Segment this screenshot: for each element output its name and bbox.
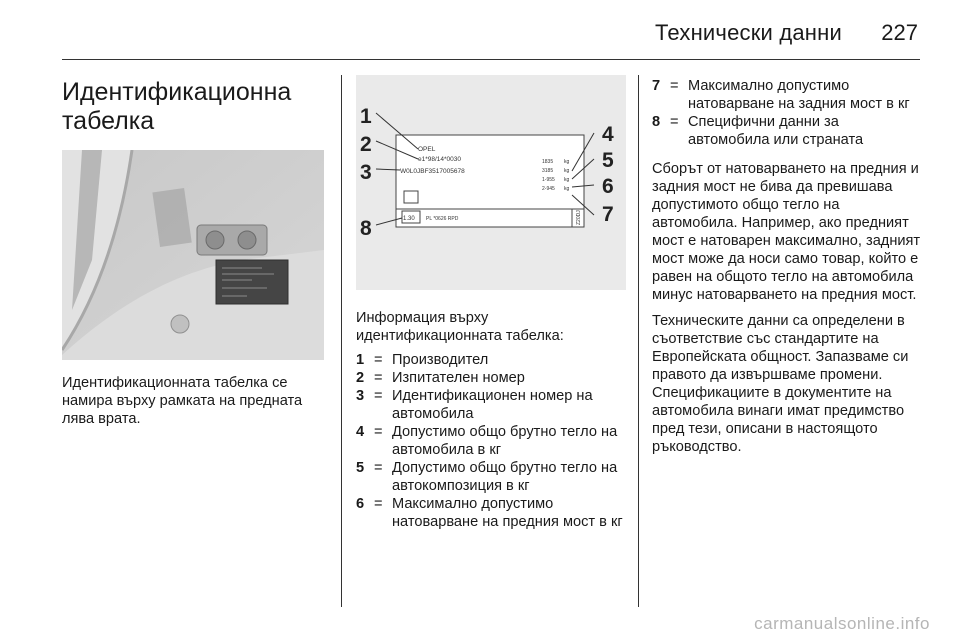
legend-text: Специфични данни за автомобила или страната — [688, 114, 864, 148]
legend-text: Идентификационен номер на автомобила — [392, 388, 593, 422]
legend-intro: Информация върху идентификационната табелка: — [356, 310, 564, 344]
plate-weight-3: 1-955 — [542, 177, 555, 183]
watermark: carmanualsonline.info — [754, 614, 930, 633]
door-frame-photo — [62, 150, 324, 360]
left-column — [62, 78, 327, 428]
plate-bottom-code: PL *0626 RPD — [426, 216, 459, 222]
legend-number: 5 — [356, 460, 365, 476]
legend-number: 3 — [356, 388, 365, 404]
legend-number: 2 — [356, 370, 365, 386]
legend-number: 1 — [356, 352, 365, 368]
legend-equals: = — [374, 352, 383, 368]
legend-item — [356, 351, 626, 369]
legend-equals: = — [374, 496, 383, 512]
callout-7: 7 — [602, 203, 614, 226]
legend-number: 6 — [356, 496, 365, 512]
legend-equals: = — [374, 370, 383, 386]
legend-item — [356, 369, 626, 387]
legend-text: Максимално допустимо натоварване на предния мост в кг — [392, 496, 623, 530]
plate-weight-2: 3185 — [542, 168, 554, 174]
middle-column — [356, 75, 626, 531]
callout-3: 3 — [360, 161, 372, 184]
header-title: Технически данни — [655, 20, 842, 45]
legend-item — [356, 387, 626, 423]
callout-6: 6 — [602, 175, 614, 198]
legend-text: Изпитателен номер — [392, 370, 525, 386]
plate-unit-3: kg — [564, 177, 570, 183]
legend-item — [652, 113, 924, 149]
legend-equals: = — [374, 388, 383, 404]
legend-number: 7 — [652, 78, 661, 94]
legend-item — [652, 77, 924, 113]
callout-2: 2 — [360, 133, 372, 156]
legend-text: Максимално допустимо натоварване на задния мост в кг — [688, 78, 910, 112]
plate-diagram — [356, 75, 626, 290]
page-header — [0, 0, 960, 62]
legend-equals: = — [374, 460, 383, 476]
legend-item — [356, 495, 626, 531]
legend-text: Производител — [392, 352, 489, 368]
column-divider-right — [638, 75, 639, 607]
plate-approval: e1*98/14*0030 — [418, 156, 462, 163]
plate-weight-4: 2-945 — [542, 186, 555, 192]
section-title: Идентификационна табелка — [62, 78, 292, 135]
photo-caption: Идентификационната табелка се намира върху рамката на предната лява врата. — [62, 375, 303, 427]
plate-weight-1: 1835 — [542, 159, 554, 165]
legend-item — [356, 423, 626, 459]
callout-8: 8 — [360, 217, 372, 240]
legend-text: Допустимо общо брутно тегло на автокомпозиция в кг — [392, 460, 618, 494]
legend-list — [356, 351, 626, 531]
right-column — [652, 77, 924, 456]
header-divider — [62, 59, 920, 60]
legend-number: 8 — [652, 114, 661, 130]
plate-brand: OPEL — [418, 146, 436, 153]
legend-item — [356, 459, 626, 495]
paragraph-technical-data: Техническите данни са определени в съответствие със стандартите на Европейската общност. Запазваме си правото да извършваме промени. Спецификациите в документите на автомобила винаги имат предимство пред тези, описани в настоящото ръководство. — [652, 313, 909, 455]
plate-vin: W0L0JBF3517005678 — [400, 168, 465, 175]
callout-5: 5 — [602, 149, 614, 172]
plate-unit-4: kg — [564, 186, 570, 192]
legend-list-continued — [652, 77, 924, 149]
plate-unit-1: kg — [564, 159, 570, 165]
callout-4: 4 — [602, 123, 614, 146]
plate-unit-2: kg — [564, 168, 570, 174]
legend-equals: = — [670, 114, 679, 130]
callout-1: 1 — [360, 105, 372, 128]
page-number: 227 — [881, 20, 918, 45]
column-divider-left — [341, 75, 342, 607]
plate-side-code: Z20DJ — [576, 210, 582, 225]
paragraph-axle-load: Сборът от натоварването на предния и задния мост не бива да превишава допустимото общо тегло на автомобила. Например, ако предният мост е натоварен максимално, задният мост може да носи само товар, който е равен на общото тегло на автомобила минус натоварването на предния мост. — [652, 161, 921, 303]
legend-equals: = — [374, 424, 383, 440]
legend-equals: = — [670, 78, 679, 94]
legend-text: Допустимо общо брутно тегло на автомобила в кг — [392, 424, 618, 458]
plate-box-code: 1.30 — [403, 216, 415, 222]
legend-number: 4 — [356, 424, 365, 440]
